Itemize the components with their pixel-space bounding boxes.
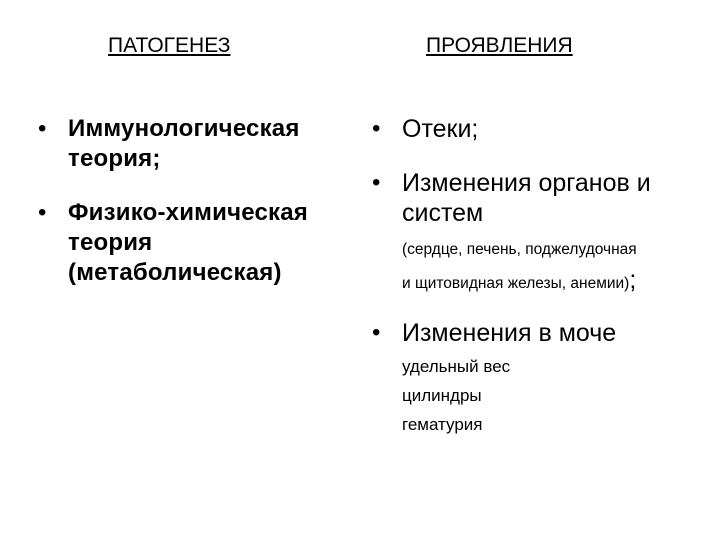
manifestation-text: Изменения в моче — [402, 319, 617, 347]
list-item — [38, 114, 363, 174]
urine-item: удельный вес — [402, 357, 511, 376]
manifestation-text: Изменения органов и — [402, 169, 651, 197]
organs-detail: и щитовидная железы, анемии); — [402, 266, 637, 294]
bullet: • — [372, 169, 381, 196]
urine-item: цилиндры — [402, 386, 482, 405]
bullet: • — [372, 115, 381, 142]
manifestations-heading: ПРОЯВЛЕНИЯ — [426, 34, 573, 57]
theory-text: Иммунологическая — [68, 115, 300, 142]
manifestations-list — [372, 114, 712, 439]
list-item — [372, 114, 712, 144]
bullet: • — [38, 199, 47, 226]
manifestation-text: Отеки; — [402, 115, 479, 143]
urine-item: гематурия — [402, 415, 483, 434]
manifestation-text: систем — [402, 199, 484, 227]
theory-text: теория — [68, 229, 153, 256]
bullet: • — [372, 319, 381, 346]
list-item — [372, 168, 712, 294]
organs-detail: (сердце, печень, поджелудочная — [402, 241, 637, 258]
list-item — [38, 198, 363, 288]
pathogenesis-heading: ПАТОГЕНЕЗ — [108, 34, 231, 57]
list-item — [372, 318, 712, 439]
bullet: • — [38, 115, 47, 142]
theory-text: (метаболическая) — [68, 259, 282, 286]
theory-text: теория; — [68, 145, 161, 172]
theory-text: Физико-химическая — [68, 199, 308, 226]
pathogenesis-list — [38, 114, 363, 288]
